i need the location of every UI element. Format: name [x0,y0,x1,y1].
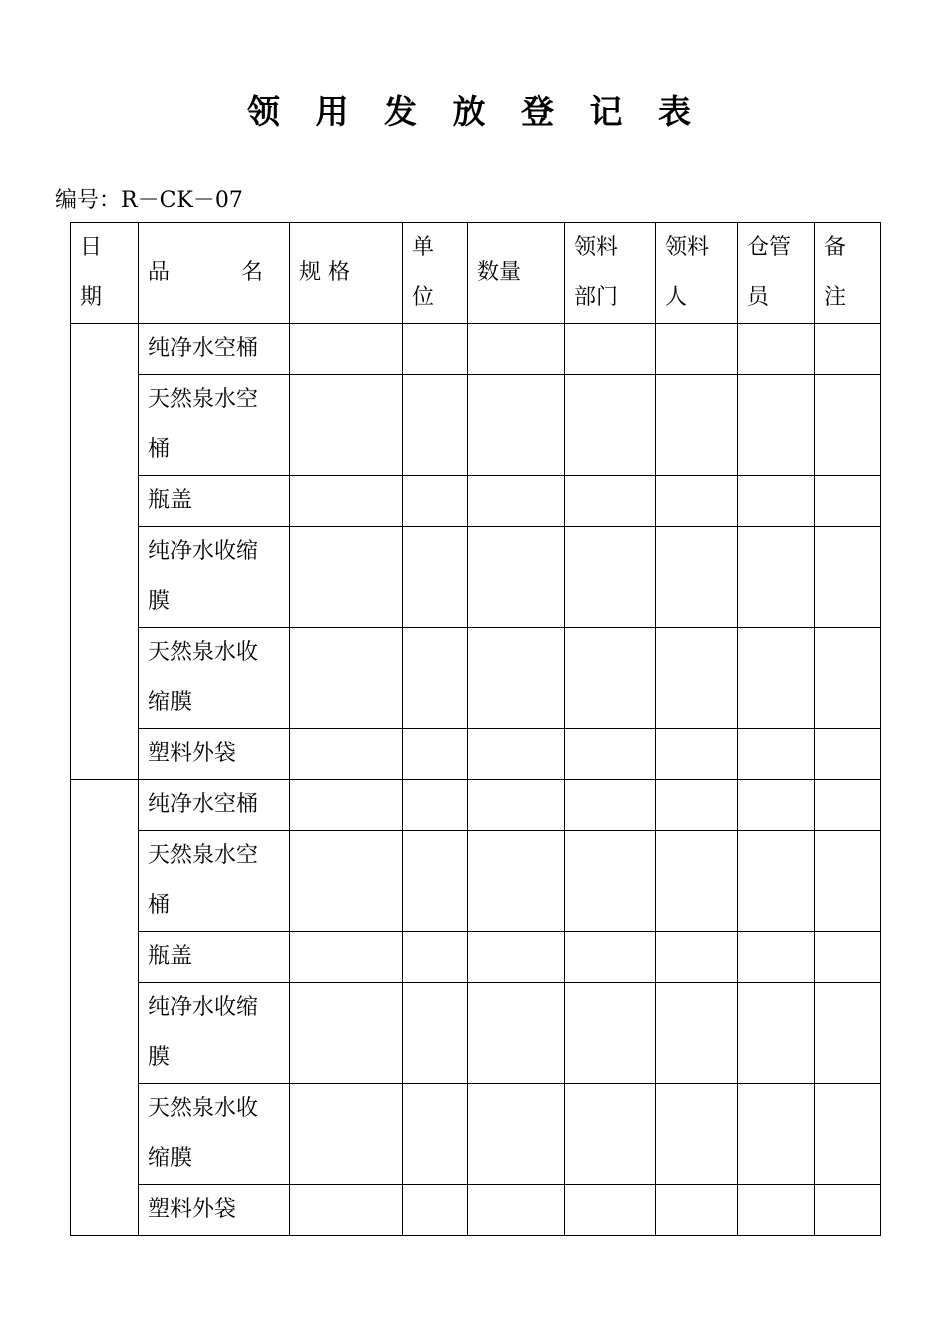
quantity-cell[interactable] [468,476,565,527]
department-cell[interactable] [565,375,656,476]
item-name-cell: 纯净水收缩膜 [139,983,290,1084]
header-date: 日 期 [71,223,139,324]
spec-cell[interactable] [290,527,403,628]
keeper-cell[interactable] [738,527,815,628]
quantity-cell[interactable] [468,780,565,831]
remark-cell[interactable] [815,1185,881,1236]
table-row [71,780,881,831]
spec-cell[interactable] [290,375,403,476]
unit-cell[interactable] [403,527,468,628]
quantity-cell[interactable] [468,628,565,729]
item-name-cell: 瓶盖 [139,476,290,527]
header-receiver: 领料 人 [656,223,738,324]
quantity-cell[interactable] [468,1084,565,1185]
date-cell[interactable] [71,780,139,1236]
receiver-cell[interactable] [656,628,738,729]
table-row [71,983,881,1084]
header-keeper: 仓管 员 [738,223,815,324]
spec-cell[interactable] [290,476,403,527]
spec-cell[interactable] [290,780,403,831]
keeper-cell[interactable] [738,831,815,932]
table-row [71,1084,881,1185]
quantity-cell[interactable] [468,831,565,932]
table-row [71,932,881,983]
quantity-cell[interactable] [468,324,565,375]
receiver-cell[interactable] [656,375,738,476]
quantity-cell[interactable] [468,932,565,983]
quantity-cell[interactable] [468,527,565,628]
remark-cell[interactable] [815,628,881,729]
table-row [71,831,881,932]
item-name-cell: 塑料外袋 [139,1185,290,1236]
department-cell[interactable] [565,527,656,628]
keeper-cell[interactable] [738,1084,815,1185]
document-code: 编号：R－CK－07 [55,188,243,213]
header-row [71,223,881,324]
receiver-cell[interactable] [656,476,738,527]
receiver-cell[interactable] [656,1185,738,1236]
department-cell[interactable] [565,1084,656,1185]
spec-cell[interactable] [290,729,403,780]
quantity-cell[interactable] [468,729,565,780]
keeper-cell[interactable] [738,628,815,729]
remark-cell[interactable] [815,1084,881,1185]
header-quantity: 数量 [468,223,565,324]
unit-cell[interactable] [403,1084,468,1185]
department-cell[interactable] [565,1185,656,1236]
header-remark: 备 注 [815,223,881,324]
unit-cell[interactable] [403,780,468,831]
page-title: 领 用 发 放 登 记 表 [247,92,703,131]
table-row [71,476,881,527]
keeper-cell[interactable] [738,1185,815,1236]
quantity-cell[interactable] [468,983,565,1084]
unit-cell[interactable] [403,729,468,780]
item-name-cell: 纯净水空桶 [139,780,290,831]
keeper-cell[interactable] [738,324,815,375]
spec-cell[interactable] [290,628,403,729]
table-row [71,527,881,628]
department-cell[interactable] [565,932,656,983]
keeper-cell[interactable] [738,932,815,983]
item-name-cell: 塑料外袋 [139,729,290,780]
unit-cell[interactable] [403,476,468,527]
department-cell[interactable] [565,729,656,780]
keeper-cell[interactable] [738,983,815,1084]
remark-cell[interactable] [815,729,881,780]
table-row [71,628,881,729]
spec-cell[interactable] [290,831,403,932]
keeper-cell[interactable] [738,729,815,780]
keeper-cell[interactable] [738,780,815,831]
header-unit: 单 位 [403,223,468,324]
receiver-cell[interactable] [656,983,738,1084]
remark-cell[interactable] [815,527,881,628]
receiver-cell[interactable] [656,324,738,375]
unit-cell[interactable] [403,1185,468,1236]
department-cell[interactable] [565,983,656,1084]
department-cell[interactable] [565,476,656,527]
date-cell[interactable] [71,324,139,780]
item-name-cell: 纯净水收缩膜 [139,527,290,628]
item-name-cell: 纯净水空桶 [139,324,290,375]
receiver-cell[interactable] [656,1084,738,1185]
remark-cell[interactable] [815,831,881,932]
department-cell[interactable] [565,831,656,932]
table-row [71,729,881,780]
table-row [71,375,881,476]
register-table [70,222,881,1236]
department-cell[interactable] [565,628,656,729]
spec-cell[interactable] [290,1185,403,1236]
header-department: 领料 部门 [565,223,656,324]
header-item-name: 品 名 [139,223,290,324]
quantity-cell[interactable] [468,1185,565,1236]
item-name-cell: 天然泉水收缩膜 [139,628,290,729]
remark-cell[interactable] [815,983,881,1084]
table-row [71,1185,881,1236]
remark-cell[interactable] [815,476,881,527]
remark-cell[interactable] [815,375,881,476]
keeper-cell[interactable] [738,476,815,527]
remark-cell[interactable] [815,932,881,983]
spec-cell[interactable] [290,932,403,983]
item-name-cell: 瓶盖 [139,932,290,983]
unit-cell[interactable] [403,375,468,476]
spec-cell[interactable] [290,983,403,1084]
unit-cell[interactable] [403,628,468,729]
remark-cell[interactable] [815,324,881,375]
receiver-cell[interactable] [656,729,738,780]
receiver-cell[interactable] [656,527,738,628]
unit-cell[interactable] [403,324,468,375]
remark-cell[interactable] [815,780,881,831]
spec-cell[interactable] [290,1084,403,1185]
department-cell[interactable] [565,780,656,831]
receiver-cell[interactable] [656,932,738,983]
spec-cell[interactable] [290,324,403,375]
unit-cell[interactable] [403,983,468,1084]
table-row [71,324,881,375]
receiver-cell[interactable] [656,831,738,932]
unit-cell[interactable] [403,831,468,932]
receiver-cell[interactable] [656,780,738,831]
item-name-cell: 天然泉水收缩膜 [139,1084,290,1185]
item-name-cell: 天然泉水空桶 [139,831,290,932]
keeper-cell[interactable] [738,375,815,476]
unit-cell[interactable] [403,932,468,983]
department-cell[interactable] [565,324,656,375]
item-name-cell: 天然泉水空桶 [139,375,290,476]
quantity-cell[interactable] [468,375,565,476]
header-spec: 规 格 [290,223,403,324]
